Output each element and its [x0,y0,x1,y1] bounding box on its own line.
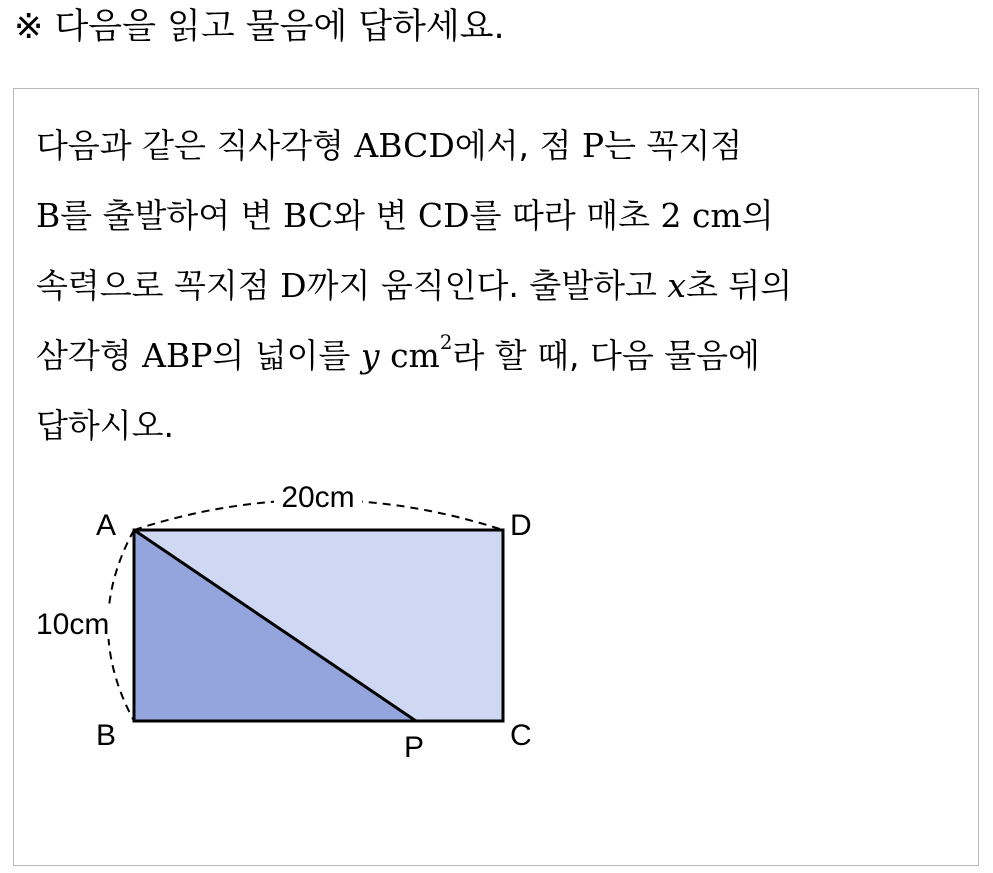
text-segment: 의 넓이를 [212,336,361,375]
area-unit: cm [379,336,440,375]
vertex-label-b: B [96,719,117,752]
text-segment: 초 뒤의 [685,266,793,305]
width-label: 20cm [281,481,355,514]
text-segment: 는 꼭지점 [604,126,743,165]
problem-line-2 [36,181,966,251]
problem-text [36,111,966,461]
text-segment: 를 따라 매초 [469,196,661,235]
rectangle-figure [34,473,554,773]
instruction-heading: ※ 다음을 읽고 물음에 답하세요. [14,7,505,47]
variable-x: x [667,266,686,305]
side-name: CD [417,196,470,235]
problem-line-4 [36,321,966,391]
point-name: P [581,126,605,165]
text-segment: 삼각형 [36,336,143,375]
text-segment: 라 할 때, 다음 물음에 [452,336,760,375]
vertex-label-a: A [96,509,117,542]
vertex-name: D [280,266,307,305]
text-segment: 까지 움직인다. 출발하고 [306,266,668,305]
text-segment: 에서, 점 [454,126,582,165]
text-segment: 와 변 [333,196,418,235]
problem-line-1 [36,111,966,181]
variable-y: y [360,336,380,375]
rectangle-name: ABCD [354,126,455,165]
text-segment: 속력으로 꼭지점 [36,266,281,305]
triangle-name: ABP [142,336,213,375]
problem-line-3 [36,251,966,321]
text-segment: 다음과 같은 직사각형 [36,126,355,165]
vertex-name: B [36,196,61,235]
vertex-label-d: D [510,509,532,542]
height-label: 10cm [36,608,110,641]
area-unit-exponent: 2 [439,331,453,355]
vertex-label-c: C [510,719,532,752]
point-label-p: P [404,731,425,764]
speed-value: 2 cm [660,196,742,235]
text-segment: 를 출발하여 변 [60,196,284,235]
side-name: BC [283,196,334,235]
problem-line-5: 답하시오. [36,406,175,445]
text-segment: 의 [741,196,774,235]
problem-box [13,88,979,866]
